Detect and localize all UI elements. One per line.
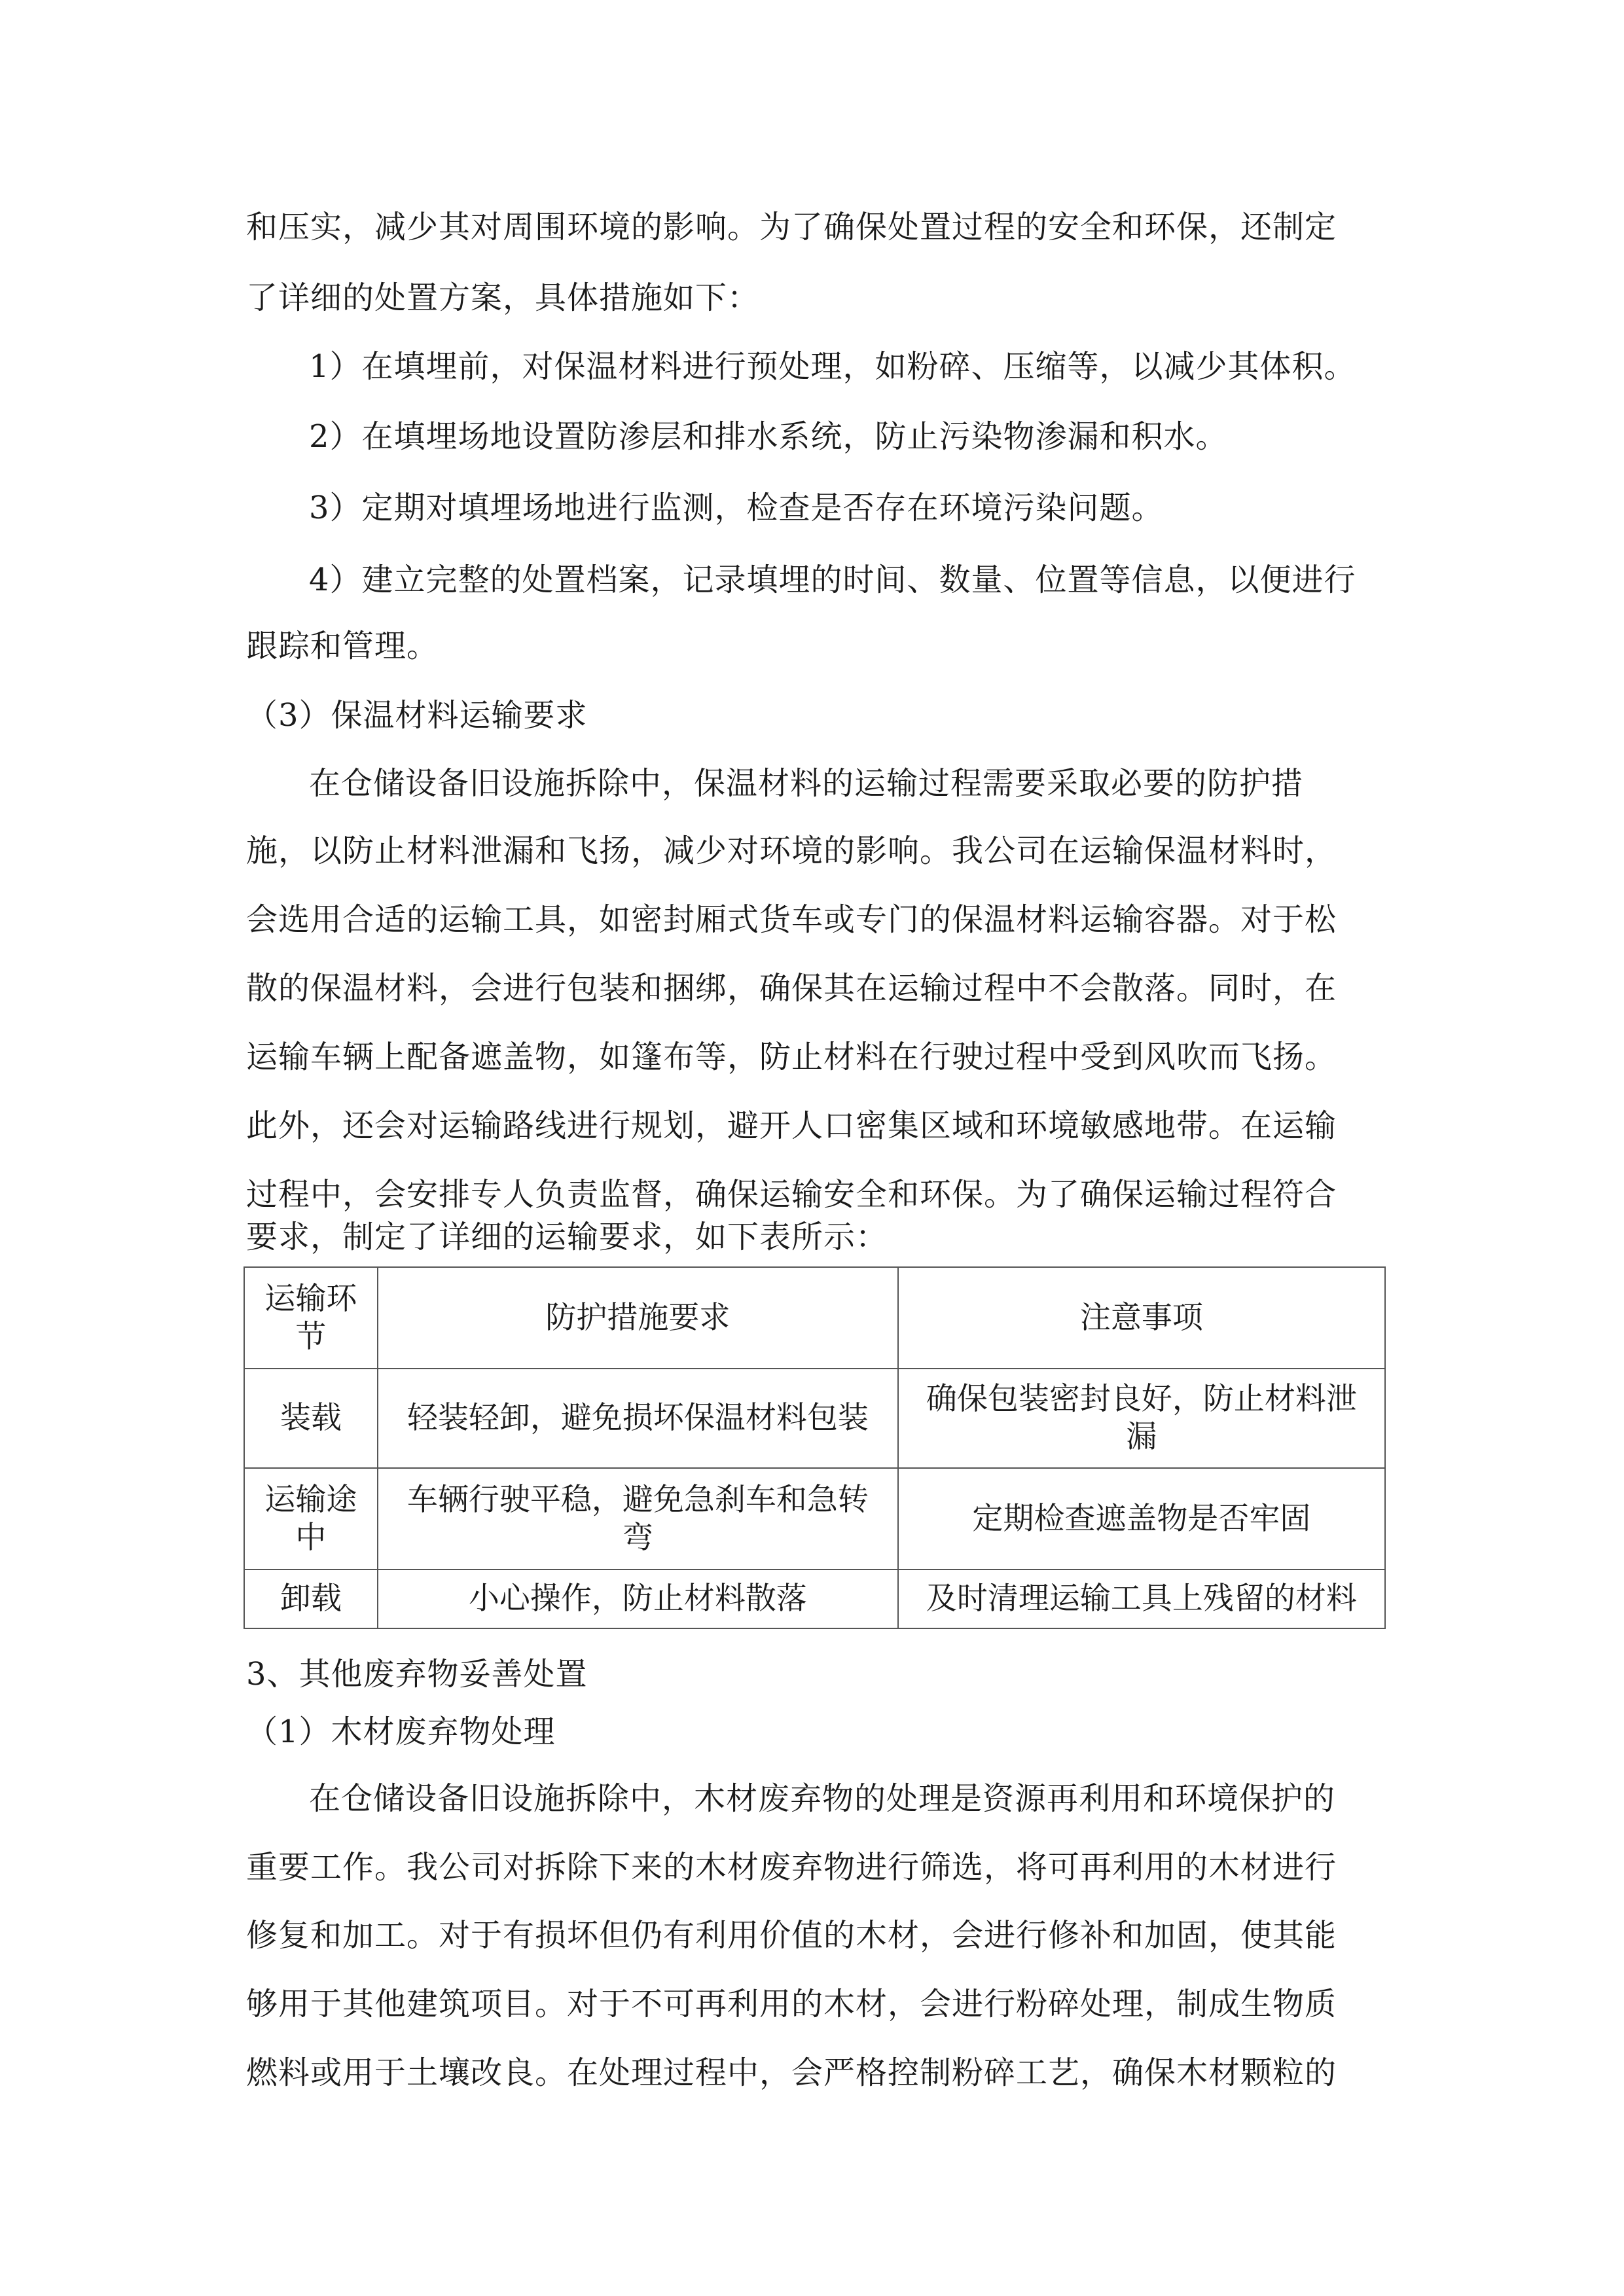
paragraph-line: 施，以防止材料泄漏和飞扬，减少对环境的影响。我公司在运输保温材料时， bbox=[246, 833, 1337, 869]
cell-notes: 定期检查遮盖物是否牢固 bbox=[898, 1468, 1385, 1570]
header-cell-notes: 注意事项 bbox=[898, 1267, 1385, 1369]
paragraph-line: 在仓储设备旧设施拆除中，保温材料的运输过程需要采取必要的防护措 bbox=[309, 765, 1304, 802]
list-item-continuation: 跟踪和管理。 bbox=[246, 628, 439, 664]
paragraph-line: 过程中，会安排专人负责监督，确保运输安全和环保。为了确保运输过程符合 bbox=[246, 1176, 1337, 1213]
section-heading: 3、其他废弃物妥善处置 bbox=[246, 1656, 588, 1693]
paragraph-line: 修复和加工。对于有损坏但仍有利用价值的木材，会进行修补和加固，使其能 bbox=[246, 1917, 1337, 1954]
cell-protection: 车辆行驶平稳，避免急刹车和急转 弯 bbox=[378, 1468, 898, 1570]
cell-notes: 确保包装密封良好，防止材料泄 漏 bbox=[898, 1369, 1385, 1468]
paragraph-line: 够用于其他建筑项目。对于不可再利用的木材，会进行粉碎处理，制成生物质 bbox=[246, 1986, 1337, 2022]
paragraph-line: 和压实，减少其对周围环境的影响。为了确保处置过程的安全和环保，还制定 bbox=[246, 209, 1337, 245]
cell-protection: 轻装轻卸，避免损坏保温材料包装 bbox=[378, 1369, 898, 1468]
list-item: 1）在填埋前，对保温材料进行预处理，如粉碎、压缩等，以减少其体积。 bbox=[309, 348, 1356, 385]
list-item: 3）定期对填埋场地进行监测，检查是否存在环境污染问题。 bbox=[309, 490, 1164, 526]
paragraph-line: 运输车辆上配备遮盖物，如篷布等，防止材料在行驶过程中受到风吹而飞扬。 bbox=[246, 1039, 1337, 1075]
header-cell-stage: 运输环 节 bbox=[244, 1267, 378, 1369]
paragraph-line: 在仓储设备旧设施拆除中，木材废弃物的处理是资源再利用和环境保护的 bbox=[309, 1780, 1336, 1817]
cell-stage: 卸载 bbox=[244, 1570, 378, 1628]
table-row bbox=[244, 1369, 1385, 1468]
paragraph-line: 此外，还会对运输路线进行规划，避开人口密集区域和环境敏感地带。在运输 bbox=[246, 1107, 1337, 1144]
table-row bbox=[244, 1570, 1385, 1628]
subsection-heading: （3）保温材料运输要求 bbox=[246, 697, 588, 734]
paragraph-line: 散的保温材料，会进行包装和捆绑，确保其在运输过程中不会散落。同时，在 bbox=[246, 970, 1337, 1007]
list-item: 4）建立完整的处置档案，记录填埋的时间、数量、位置等信息，以便进行 bbox=[309, 562, 1356, 598]
paragraph-line: 要求，制定了详细的运输要求，如下表所示： bbox=[246, 1219, 888, 1255]
cell-stage: 运输途 中 bbox=[244, 1468, 378, 1570]
cell-stage: 装载 bbox=[244, 1369, 378, 1468]
cell-notes: 及时清理运输工具上残留的材料 bbox=[898, 1570, 1385, 1628]
paragraph-line: 了详细的处置方案，具体措施如下： bbox=[246, 279, 760, 316]
paragraph-line: 会选用合适的运输工具，如密封厢式货车或专门的保温材料运输容器。对于松 bbox=[246, 901, 1337, 938]
cell-protection: 小心操作，防止材料散落 bbox=[378, 1570, 898, 1628]
table-row bbox=[244, 1468, 1385, 1570]
paragraph-line: 燃料或用于土壤改良。在处理过程中，会严格控制粉碎工艺，确保木材颗粒的 bbox=[246, 2054, 1337, 2091]
table-header-row bbox=[244, 1267, 1385, 1369]
list-item: 2）在填埋场地设置防渗层和排水系统，防止污染物渗漏和积水。 bbox=[309, 418, 1228, 455]
subsection-heading: （1）木材废弃物处理 bbox=[246, 1713, 556, 1750]
transport-requirements-table bbox=[244, 1266, 1386, 1629]
paragraph-line: 重要工作。我公司对拆除下来的木材废弃物进行筛选，将可再利用的木材进行 bbox=[246, 1849, 1337, 1886]
header-cell-protection: 防护措施要求 bbox=[378, 1267, 898, 1369]
